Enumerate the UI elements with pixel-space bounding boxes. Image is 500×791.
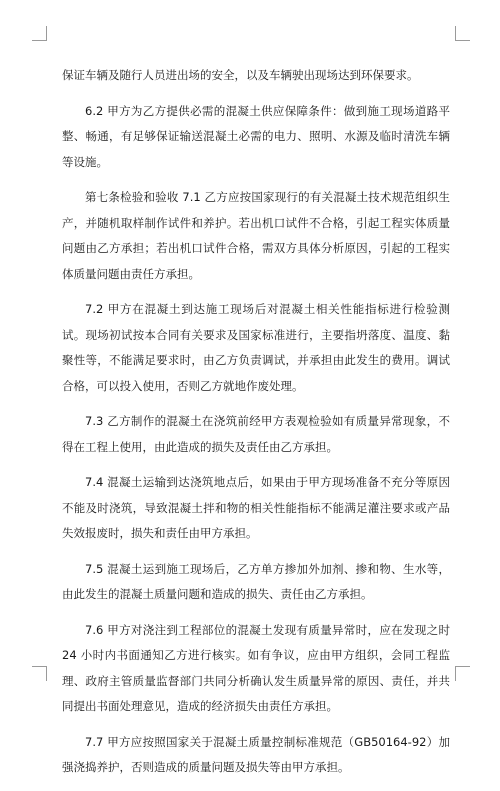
paragraph-7-3: 7.3 乙方制作的混凝土在浇筑前经甲方表观检验如有质量异常现象，不得在工程上使用，由此造成的损失及责任由乙方承担。	[62, 414, 450, 454]
paragraph-7-7: 7.7 甲方应按照国家关于混凝土质量控制标准规范（GB50164-92）加强浇捣养护，否则造成的质量问题及损失等由甲方承担。	[62, 734, 450, 774]
paragraph-7-6: 7.6 甲方对浇注到工程部位的混凝土发现有质量异常时，应在发现之时 24 小时内书面通知乙方进行核实。如有争议，应由甲方组织，会同工程监理、政府主管质量监督部门共同分析确认发生质量异常的原因、责任，并共同提出书面处理意见，造成的经济损失由责任方承担。	[62, 622, 450, 713]
paragraph-continuation: 保证车辆及随行人员进出场的安全，以及车辆驶出现场达到环保要求。	[62, 68, 419, 82]
paragraph-6-2: 6.2 甲方为乙方提供必需的混凝土供应保障条件：做到施工现场道路平整、畅通，有足够保证输送混凝土必需的电力、照明、水源及临时清洗车辆等设施。	[62, 103, 450, 169]
crop-mark-bottom-left	[32, 666, 47, 681]
paragraph-7-1: 第七条检验和验收 7.1 乙方应按国家现行的有关混凝土技术规范组织生产，并随机取样制作试件和养护。若出机口试件不合格，引起工程实体质量问题由乙方承担；若出机口试件合格，需双方具体分析原因，引起的工程实体质量问题由责任方承担。	[62, 190, 450, 281]
paragraph-7-2: 7.2 甲方在混凝土到达施工现场后对混凝土相关性能指标进行检验测试。现场初试按本合同有关要求及国家标准进行，主要指坍落度、温度、黏聚性等，不能满足要求时，由乙方负责调试，并承担由此发生的费用。调试合格，可以投入使用，否则乙方就地作废处理。	[62, 302, 450, 393]
crop-mark-bottom-right	[455, 666, 470, 681]
paragraph-7-4: 7.4 混凝土运输到达浇筑地点后，如果由于甲方现场准备不充分等原因不能及时浇筑，导致混凝土拌和物的相关性能指标不能满足灌注要求或产品失效报废时，损失和责任由甲方承担。	[62, 475, 450, 540]
document-body	[62, 63, 450, 791]
crop-mark-top-right	[455, 26, 470, 41]
crop-mark-top-left	[32, 26, 47, 41]
paragraph-7-5: 7.5 混凝土运到施工现场后，乙方单方掺加外加剂、掺和物、生水等，由此发生的混凝土质量问题和造成的损失、责任由乙方承担。	[62, 561, 450, 601]
